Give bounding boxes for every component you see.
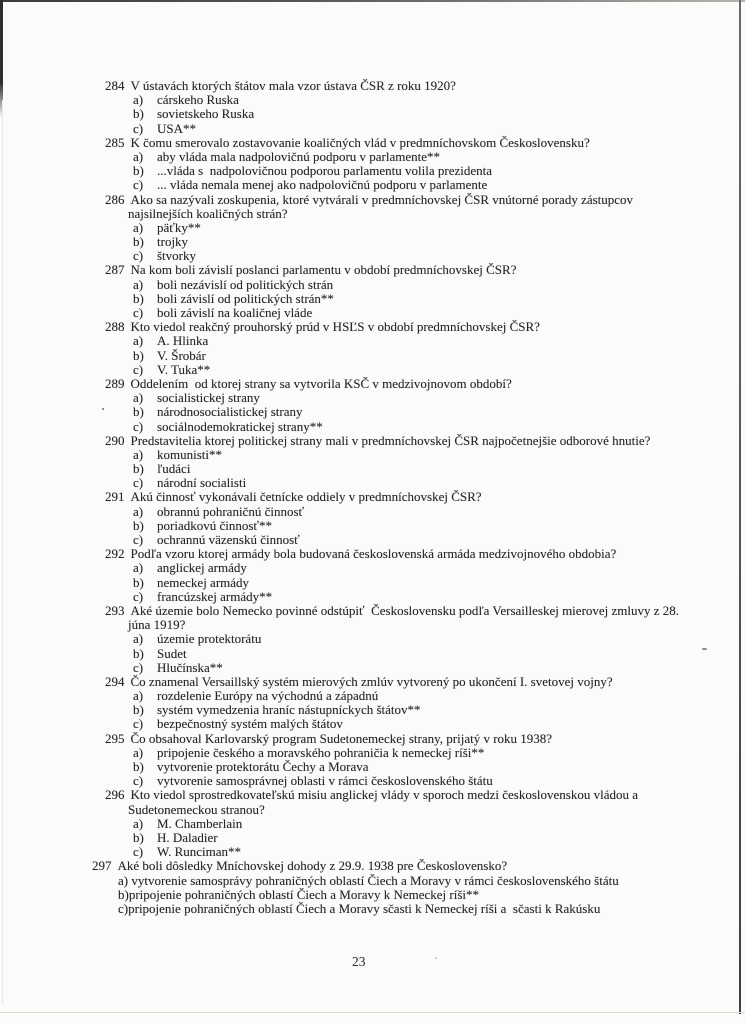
answer-option [0,462,745,476]
option-letter: b) [133,290,144,306]
option-letter: c) [133,475,144,491]
scan-edge-top [0,0,745,2]
question-286 [0,193,745,264]
question-number: 287 [105,262,125,278]
option-letter: c) [133,248,144,264]
question-text: Kto viedol sprostredkovateľskú misiu anglickej vlády v sporoch medzi československou vládou a [130,787,638,803]
option-text: Sudet [157,645,187,661]
option-letter: a) [133,688,144,704]
question-list [0,79,745,916]
answer-option [0,420,745,434]
answer-option [0,278,745,292]
option-letter: b) [133,702,144,718]
answer-option [0,221,745,235]
option-letter: b) [133,106,144,122]
option-text: aby vláda mala nadpolovičnú podporu v parlamente** [157,148,441,164]
option-text: pripojenie pohraničných oblastí Čiech a Moravy sčasti k Nemeckej ríši a sčasti k Rakúsku [128,900,601,916]
question-line [0,675,745,689]
option-text: H. Daladier [157,829,218,845]
option-text: nemeckej armády [157,574,250,590]
question-number: 290 [105,432,125,448]
question-287 [0,263,745,320]
answer-option [0,476,745,490]
question-line [0,136,745,150]
option-text: anglickej armády [157,560,247,576]
option-letter: a) [133,148,144,164]
option-letter: a) [133,446,144,462]
question-text: Oddelením od ktorej strany sa vytvorila KSČ v medzivojnovom období? [130,375,512,391]
option-text: štvorky [157,248,196,264]
answer-option [0,576,745,590]
question-number: 295 [105,730,125,746]
answer-option [0,349,745,363]
question-line [0,490,745,504]
question-288 [0,320,745,377]
option-letter: c) [133,361,144,377]
option-letter: a) [133,276,144,292]
page-number: 23 [352,954,366,969]
question-296 [0,788,745,859]
answer-option [0,717,745,731]
question-line [0,193,745,207]
question-293 [0,604,745,675]
answer-option [0,505,745,519]
scan-edge-bottom [0,1012,745,1013]
answer-option [0,845,745,859]
option-letter: b) [133,163,144,179]
option-letter: a) [133,333,144,349]
option-text: USA** [157,120,197,136]
answer-option [0,703,745,717]
question-number: 294 [105,673,125,689]
option-letter: a) [133,631,144,647]
answer-option [0,533,745,547]
answer-option [0,363,745,377]
question-number: 296 [105,787,125,803]
option-letter: c) [133,588,144,604]
option-letter: b) [118,886,129,902]
option-text: obrannú pohraničnú činnosť [157,503,305,519]
question-295 [0,732,745,789]
question-line [0,732,745,746]
answer-option [0,334,745,348]
question-line [0,547,745,561]
option-text: komunisti** [157,446,223,462]
answer-option [0,632,745,646]
answer-option [0,405,745,419]
question-290 [0,434,745,491]
scan-speck [435,957,437,959]
question-289 [0,377,745,434]
answer-option [0,888,745,902]
option-letter: c) [133,844,144,860]
option-letter: b) [133,404,144,420]
option-letter: b) [133,461,144,477]
answer-option [0,122,745,136]
question-number: 284 [105,78,125,93]
option-text: boli nezávislí od politických strán [157,276,334,292]
question-number: 293 [105,602,125,618]
option-text: národní socialisti [157,475,247,491]
answer-option [0,306,745,320]
option-letter: a) [118,872,129,888]
option-text: socialistickej strany [157,390,260,406]
question-284 [0,79,745,136]
question-number: 291 [105,489,125,505]
question-text-continued: júna 1919? [128,617,186,633]
option-text: pripojenie českého a moravského pohraničia k nemeckej ríši** [157,744,485,760]
option-letter: b) [133,759,144,774]
question-number: 288 [105,319,125,335]
option-text: francúzskej armády** [157,588,273,604]
question-number: 297 [92,858,112,874]
option-letter: a) [133,503,144,519]
answer-option [0,774,745,788]
option-text: ...vláda s nadpolovičnou podporou parlamentu volila prezidenta [157,163,493,179]
option-letter: c) [133,305,144,320]
question-text: K čomu smerovalo zostavovanie koaličných vlád v predmníchovskom Československu? [130,134,590,150]
option-text: poriadkovú činnosť** [157,517,272,533]
option-letter: a) [133,92,144,108]
option-letter: a) [133,815,144,831]
answer-option [0,150,745,164]
option-text: národnosocialistickej strany [157,404,303,420]
question-text-continued: Sudetonemeckou stranou? [128,801,265,817]
option-letter: b) [133,645,144,661]
question-text: Kto viedol reakčný prouhorský prúd v HSĽS v období predmníchovskej ČSR? [130,319,540,335]
answer-option [0,107,745,121]
question-number: 292 [105,546,125,562]
answer-option [0,647,745,661]
option-letter: b) [133,347,144,363]
question-line [0,377,745,391]
option-letter: b) [133,574,144,590]
question-text: Predstavitelia ktorej politickej strany mali v predmníchovskej ČSR najpočetnejšie odborové hnutie? [130,432,651,448]
option-letter: a) [133,219,144,235]
answer-option [0,235,745,249]
answer-option [0,292,745,306]
option-text: vytvorenie samosprávy pohraničných oblastí Čiech a Moravy v rámci československého štátu [128,872,619,888]
question-285 [0,136,745,193]
answer-option [0,164,745,178]
question-text: Ako sa nazývali zoskupenia, ktoré vytvárali v predmníchovskej ČSR vnútorné porady zástupcov [130,191,634,207]
question-294 [0,675,745,732]
question-line [0,263,745,277]
question-number: 285 [105,134,125,150]
answer-option [0,746,745,760]
answer-option [0,902,745,916]
option-text: sovietskeho Ruska [157,106,255,122]
option-letter: c) [133,120,144,136]
option-text: vytvorenie samosprávnej oblasti v rámci československého štátu [157,773,493,789]
answer-option [0,93,745,107]
answer-option [0,249,745,263]
option-text: V. Šrobár [157,347,206,363]
question-line [0,604,745,618]
question-text: V ústavách ktorých štátov mala vzor ústava ČSR z roku 1920? [130,78,456,93]
answer-option [0,874,745,888]
option-letter: c) [133,177,144,193]
question-text: Aké boli dôsledky Mníchovskej dohody z 29.9. 1938 pre Československo? [117,858,508,874]
question-line [0,434,745,448]
scan-speck [102,408,104,410]
option-letter: b) [133,234,144,250]
option-letter: c) [118,900,129,916]
option-text: ochrannú väzenskú činnosť [157,532,300,547]
option-letter: a) [133,390,144,406]
question-291 [0,490,745,547]
question-297 [0,859,745,916]
option-letter: b) [133,829,144,845]
option-text: Hlučínska** [157,659,223,675]
answer-option [0,661,745,675]
question-text: Na kom boli závislí poslanci parlamentu v období predmníchovskej ČSR? [130,262,517,278]
option-letter: a) [133,744,144,760]
question-number: 289 [105,375,125,391]
option-letter: c) [133,532,144,547]
answer-option [0,831,745,845]
option-text: ... vláda nemala menej ako nadpolovičnú podporu v parlamente [157,177,488,193]
question-text-continued: najsilnejších koaličných strán? [128,205,288,221]
option-text: M. Chamberlain [157,815,243,831]
option-letter: c) [133,659,144,675]
question-number: 286 [105,191,125,207]
option-text: trojky [157,234,189,250]
option-text: vytvorenie protektorátu Čechy a Morava [157,759,369,774]
question-text: Čo znamenal Versaillský systém mierových zmlúv vytvorený po ukončení I. svetovej vojny? [130,673,613,689]
option-letter: c) [133,716,144,732]
answer-option [0,519,745,533]
answer-option [0,178,745,192]
answer-option [0,817,745,831]
option-letter: c) [133,418,144,434]
option-letter: a) [133,560,144,576]
option-text: boli závislí na koaličnej vláde [157,305,313,320]
question-text: Podľa vzoru ktorej armády bola budovaná československá armáda medzivojnového obdobia? [130,546,617,562]
option-text: W. Runciman** [157,844,242,860]
option-text: A. Hlinka [157,333,209,349]
option-text: systém vymedzenia hraníc nástupníckych štátov** [157,702,421,718]
option-text: V. Tuka** [157,361,211,377]
question-text: Čo obsahoval Karlovarský program Sudetonemeckej strany, prijatý v roku 1938? [130,730,553,746]
option-text: pripojenie pohraničných oblastí Čiech a Moravy k Nemeckej ríši** [128,886,480,902]
option-letter: b) [133,517,144,533]
option-text: územie protektorátu [157,631,262,647]
question-292 [0,547,745,604]
answer-option [0,448,745,462]
option-text: sociálnodemokratickej strany** [157,418,323,434]
option-text: rozdelenie Európy na východnú a západnú [157,688,379,704]
question-line [0,79,745,93]
question-line [0,788,745,802]
option-text: päťky** [157,219,201,235]
option-text: bezpečnostný systém malých štátov [157,716,343,732]
question-text: Akú činnosť vykonávali četnícke oddiely v predmníchovskej ČSR? [130,489,482,505]
answer-option [0,689,745,703]
question-text: Aké územie bolo Nemecko povinné odstúpiť Československu podľa Versailleskej mierovej zmluvy z 28. [130,602,680,618]
answer-option [0,561,745,575]
scan-speck [702,648,707,650]
option-text: boli závislí od politických strán** [157,290,334,306]
question-line [0,320,745,334]
answer-option [0,590,745,604]
option-letter: c) [133,773,144,789]
question-line [0,859,745,873]
option-text: cárskeho Ruska [157,92,239,108]
answer-option [0,391,745,405]
answer-option [0,760,745,774]
option-text: ľudáci [157,461,191,477]
